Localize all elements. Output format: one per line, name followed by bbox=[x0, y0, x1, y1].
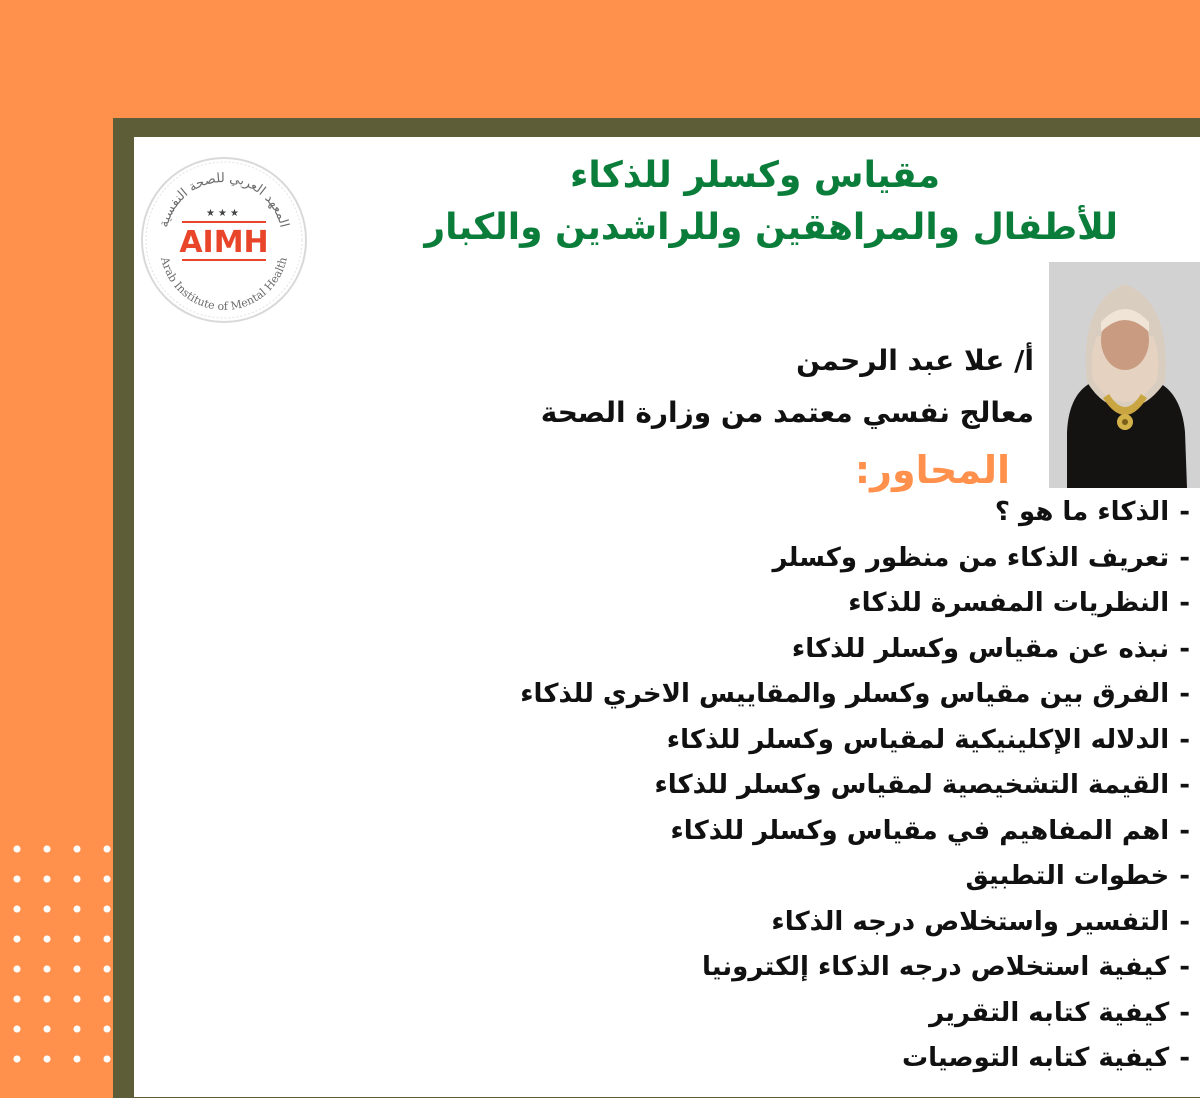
topic-item bbox=[520, 763, 1190, 809]
topic-item bbox=[520, 1036, 1190, 1082]
topic-text: نبذه عن مقياس وكسلر للذكاء bbox=[791, 633, 1170, 664]
topic-dash: - bbox=[1179, 770, 1190, 800]
topic-text: كيفية استخلاص درجه الذكاء إلكترونيا bbox=[702, 952, 1170, 982]
svg-text:Arab Institute of Mental Healt bbox=[158, 255, 290, 313]
topic-dash: - bbox=[1179, 952, 1190, 982]
topic-item bbox=[520, 490, 1190, 536]
page-title bbox=[298, 150, 1118, 254]
logo-english-text: Arab Institute of Mental Health bbox=[158, 255, 290, 314]
presenter-info bbox=[541, 335, 1034, 439]
topic-item bbox=[520, 581, 1190, 627]
topic-text: النظريات المفسرة للذكاء bbox=[848, 588, 1170, 618]
topic-text: كيفية كتابه التقرير bbox=[929, 997, 1170, 1028]
topic-text: تعريف الذكاء من منظور وكسلر bbox=[772, 542, 1170, 573]
topic-dash: - bbox=[1179, 724, 1190, 755]
topic-text: الدلاله الإكلينيكية لمقياس وكسلر للذكاء bbox=[666, 724, 1170, 755]
topic-dash: - bbox=[1179, 588, 1190, 618]
logo-acronym: AIMH bbox=[179, 225, 269, 260]
decorative-dot-pattern bbox=[0, 828, 114, 1076]
topic-item bbox=[520, 854, 1190, 900]
topic-dash: - bbox=[1179, 906, 1190, 937]
topic-item bbox=[520, 900, 1190, 946]
topic-text: خطوات التطبيق bbox=[965, 861, 1170, 891]
topic-text: كيفية كتابه التوصيات bbox=[902, 1043, 1170, 1073]
topic-dash: - bbox=[1179, 542, 1190, 573]
topic-item bbox=[520, 627, 1190, 673]
topic-dash: - bbox=[1179, 861, 1190, 891]
topics-list bbox=[520, 490, 1190, 1082]
presenter-name: أ/ علا عبد الرحمن bbox=[796, 344, 1034, 377]
topic-item bbox=[520, 718, 1190, 764]
topic-dash: - bbox=[1179, 679, 1190, 709]
topic-item bbox=[520, 672, 1190, 718]
axes-heading: المحاور: bbox=[854, 448, 1010, 492]
topic-text: الذكاء ما هو ؟ bbox=[994, 497, 1170, 527]
topic-dash: - bbox=[1179, 1043, 1190, 1073]
topic-item bbox=[520, 991, 1190, 1037]
presenter-role: معالج نفسي معتمد من وزارة الصحة bbox=[540, 396, 1034, 429]
topic-text: الفرق بين مقياس وكسلر والمقاييس الاخري للذكاء bbox=[520, 679, 1170, 709]
topic-text: التفسير واستخلاص درجه الذكاء bbox=[771, 906, 1170, 937]
logo-arabic-text: المعهد العربي للصحة النفسية bbox=[156, 170, 292, 230]
topic-item bbox=[520, 536, 1190, 582]
topic-text: القيمة التشخيصية لمقياس وكسلر للذكاء bbox=[654, 770, 1170, 800]
topic-item bbox=[520, 945, 1190, 991]
logo-stars: ★★★ bbox=[206, 208, 242, 219]
title-line-2: للأطفال والمراهقين وللراشدين والكبار bbox=[424, 207, 1118, 248]
topic-dash: - bbox=[1179, 633, 1190, 664]
svg-text:المعهد العربي للصحة النفسية bbox=[157, 171, 292, 229]
topic-text: اهم المفاهيم في مقياس وكسلر للذكاء bbox=[670, 815, 1170, 846]
topic-item bbox=[520, 809, 1190, 855]
presenter-photo bbox=[1049, 262, 1200, 488]
topic-dash: - bbox=[1179, 815, 1190, 846]
title-line-1: مقياس وكسلر للذكاء bbox=[569, 155, 940, 196]
topic-dash: - bbox=[1179, 497, 1190, 527]
topic-dash: - bbox=[1179, 997, 1190, 1028]
aimh-logo bbox=[138, 148, 310, 328]
